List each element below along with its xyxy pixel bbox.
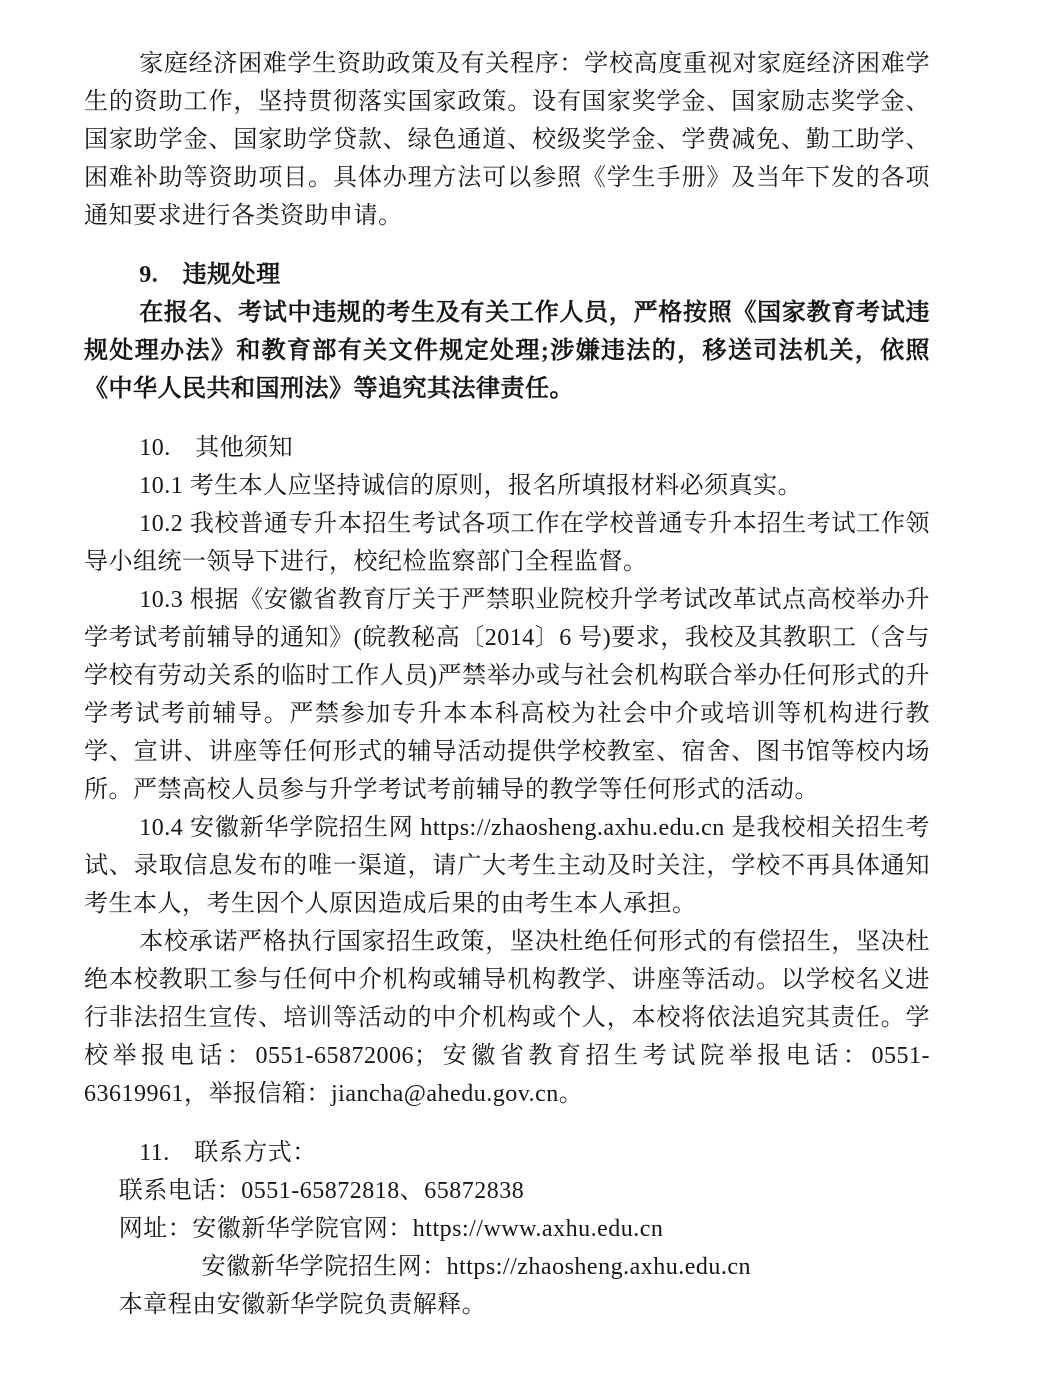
paragraph-violation-handling: 在报名、考试中违规的考生及有关工作人员，严格按照《国家教育考试违规处理办法》和教育部有关文件规定处理;涉嫌违法的，移送司法机关，依照《中华人民共和国刑法》等追究其法律责任。: [84, 300, 930, 402]
contact-website-admissions-line: 安徽新华学院招生网：https://zhaosheng.axhu.edu.cn: [201, 1254, 752, 1280]
paragraph-enrollment-pledge: 本校承诺严格执行国家招生政策，坚决杜绝任何形式的有偿招生，坚决杜绝本校教职工参与任何中介机构或辅导机构教学、讲座等活动。以学校名义进行非法招生宣传、培训等活动的中介机构或个人，本校将依法追究其责任。学校举报电话：0551-65872006；安徽省教育招生考试院举报电话：0551-63619961，举报信箱：jiancha@ahedu.gov.cn。: [84, 929, 930, 1107]
paragraph-item-10-2: 10.2 我校普通专升本招生考试各项工作在学校普通专升本招生考试工作领导小组统一领导下进行，校纪检监察部门全程监督。: [84, 511, 930, 575]
heading-section-10: 10. 其他须知: [139, 435, 294, 461]
heading-section-11: 11. 联系方式：: [139, 1140, 317, 1166]
paragraph-item-10-1: 10.1 考生本人应坚持诚信的原则，报名所填报材料必须真实。: [139, 473, 803, 499]
contact-website-official-line: 网址：安徽新华学院官网：https://www.axhu.edu.cn: [118, 1216, 664, 1242]
paragraph-item-10-3: 10.3 根据《安徽省教育厅关于严禁职业院校升学考试改革试点高校举办升学考试考前辅导的通知》(皖教秘高〔2014〕6 号)要求，我校及其教职工（含与学校有劳动关系的临时工作人员)严禁举办或与社会机构联合举办任何形式的升学考试考前辅导。严禁参加专升本本科高校为社会中介或培训等机构进行教学、宣讲、讲座等任何形式的辅导活动提供学校教室、宿舍、图书馆等校内场所。严禁高校人员参与升学考试考前辅导的教学等任何形式的活动。: [84, 587, 930, 803]
paragraph-financial-aid: 家庭经济困难学生资助政策及有关程序：学校高度重视对家庭经济困难学生的资助工作，坚持贯彻落实国家政策。设有国家奖学金、国家励志奖学金、国家助学金、国家助学贷款、绿色通道、校级奖学金、学费减免、勤工助学、困难补助等资助项目。具体办理方法可以参照《学生手册》及当年下发的各项通知要求进行各类资助申请。: [84, 51, 930, 229]
heading-section-9: 9. 违规处理: [139, 262, 281, 288]
closing-interpretation-line: 本章程由安徽新华学院负责解释。: [118, 1292, 487, 1318]
paragraph-item-10-4: 10.4 安徽新华学院招生网 https://zhaosheng.axhu.edu.cn 是我校相关招生考试、录取信息发布的唯一渠道，请广大考生主动及时关注，学校不再具体通知考生本人，考生因个人原因造成后果的由考生本人承担。: [84, 815, 930, 917]
contact-phone-line: 联系电话：0551-65872818、65872838: [118, 1178, 525, 1204]
